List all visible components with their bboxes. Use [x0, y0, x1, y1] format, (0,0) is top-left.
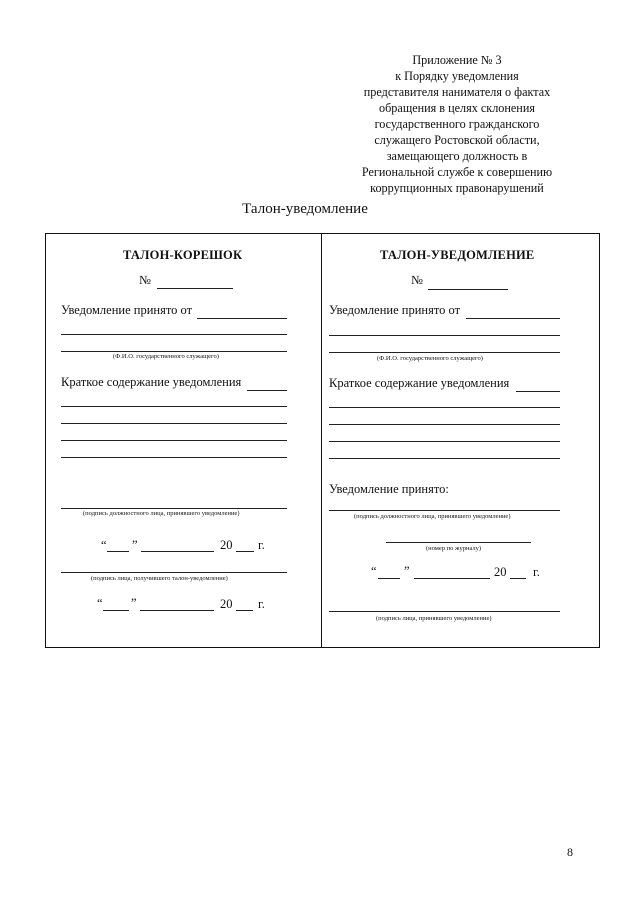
stub-receiver-signature-line[interactable]: [61, 572, 287, 573]
header-line: обращения в целях склонения: [379, 101, 535, 115]
stub-date2-year-field[interactable]: [236, 610, 253, 611]
stub-summary-field[interactable]: [247, 390, 287, 391]
stub-official-signature-line[interactable]: [61, 508, 287, 509]
notification-person-signature-line[interactable]: [329, 611, 560, 612]
stub-summary-label: Краткое содержание уведомления: [61, 375, 242, 389]
stub-accepted-from: Уведомление принято от: [61, 303, 193, 317]
notification-person-signature-hint: (подпись лица, принявшего уведомление): [376, 615, 492, 622]
notification-summary-line[interactable]: [329, 458, 560, 459]
notification-accepted-label: Уведомление принято:: [329, 482, 449, 496]
stub-summary-line[interactable]: [61, 457, 287, 458]
stub-fio-line[interactable]: [61, 334, 287, 335]
notification-fio-line[interactable]: [329, 352, 560, 353]
notification-date-month-field[interactable]: [414, 578, 490, 579]
page-number: 8: [567, 845, 573, 859]
stub-date2-quote-open: “: [97, 596, 103, 610]
notification-date-quote-open: “: [371, 564, 377, 578]
stub-fio-line[interactable]: [61, 351, 287, 352]
notification-journal-number-line[interactable]: [386, 542, 531, 543]
header-line: государственного гражданского: [374, 117, 540, 131]
notification-number-field[interactable]: [428, 289, 508, 290]
header-line: представителя нанимателя о фактах: [363, 85, 551, 99]
notification-number-label: №: [411, 273, 423, 287]
stub-date2-month-field[interactable]: [140, 610, 214, 611]
notification-summary-line[interactable]: [329, 441, 560, 442]
notification-date-year-field[interactable]: [510, 578, 526, 579]
form-divider: [321, 233, 322, 648]
notification-summary-field[interactable]: [516, 391, 560, 392]
notification-fio-line[interactable]: [329, 335, 560, 336]
stub-official-signature-hint: (подпись должностного лица, принявшего уведомление): [83, 510, 240, 517]
header-line: Приложение № 3: [412, 53, 502, 67]
notification-fio-hint: (Ф.И.О. государственного служащего): [377, 355, 483, 362]
stub-date-quote-open: “: [101, 538, 107, 552]
stub-summary-line[interactable]: [61, 406, 287, 407]
notification-date-year-suffix: г.: [533, 565, 540, 579]
stub-date-year-prefix: 20: [220, 538, 233, 552]
header-line: к Порядку уведомления: [395, 69, 519, 83]
notification-summary-line[interactable]: [329, 407, 560, 408]
stub-date-month-field[interactable]: [141, 551, 214, 552]
stub-date2-year-prefix: 20: [220, 597, 233, 611]
stub-date2-year-suffix: г.: [258, 597, 265, 611]
notification-summary-line[interactable]: [329, 424, 560, 425]
header-line: служащего Ростовской области,: [374, 133, 540, 147]
notification-summary-label: Краткое содержание уведомления: [329, 376, 510, 390]
stub-date2-day-field[interactable]: [103, 610, 129, 611]
document-title: Талон-уведомление: [242, 201, 368, 217]
notification-journal-number-hint: (номер по журналу): [426, 545, 482, 552]
stub-fio-hint: (Ф.И.О. государственного служащего): [113, 353, 219, 360]
notification-heading: ТАЛОН-УВЕДОМЛЕНИЕ: [380, 248, 535, 262]
stub-date-year-suffix: г.: [258, 538, 265, 552]
stub-number-field[interactable]: [157, 288, 233, 289]
stub-date-quote-close: ”: [132, 538, 138, 552]
stub-date2-quote-close: ”: [131, 596, 137, 610]
stub-summary-line[interactable]: [61, 423, 287, 424]
stub-number-label: №: [139, 273, 151, 287]
header-line: замещающего должность в: [386, 149, 528, 163]
notification-accepted-from: Уведомление принято от: [329, 303, 461, 317]
notification-date-quote-close: ”: [404, 564, 410, 578]
stub-date-day-field[interactable]: [107, 551, 129, 552]
header-line: Региональной службе к совершению: [361, 165, 553, 179]
stub-receiver-signature-hint: (подпись лица, получившего талон-уведомление): [91, 575, 228, 582]
notification-date-day-field[interactable]: [378, 578, 400, 579]
stub-accepted-from-field[interactable]: [197, 318, 287, 319]
notification-official-signature-line[interactable]: [329, 510, 560, 511]
stub-date-year-field[interactable]: [236, 551, 254, 552]
notification-accepted-from-field[interactable]: [466, 318, 560, 319]
stub-heading: ТАЛОН-КОРЕШОК: [123, 248, 243, 262]
stub-summary-line[interactable]: [61, 440, 287, 441]
notification-date-year-prefix: 20: [494, 565, 507, 579]
notification-official-signature-hint: (подпись должностного лица, принявшего уведомление): [354, 513, 511, 520]
header-line: коррупционных правонарушений: [370, 181, 544, 195]
